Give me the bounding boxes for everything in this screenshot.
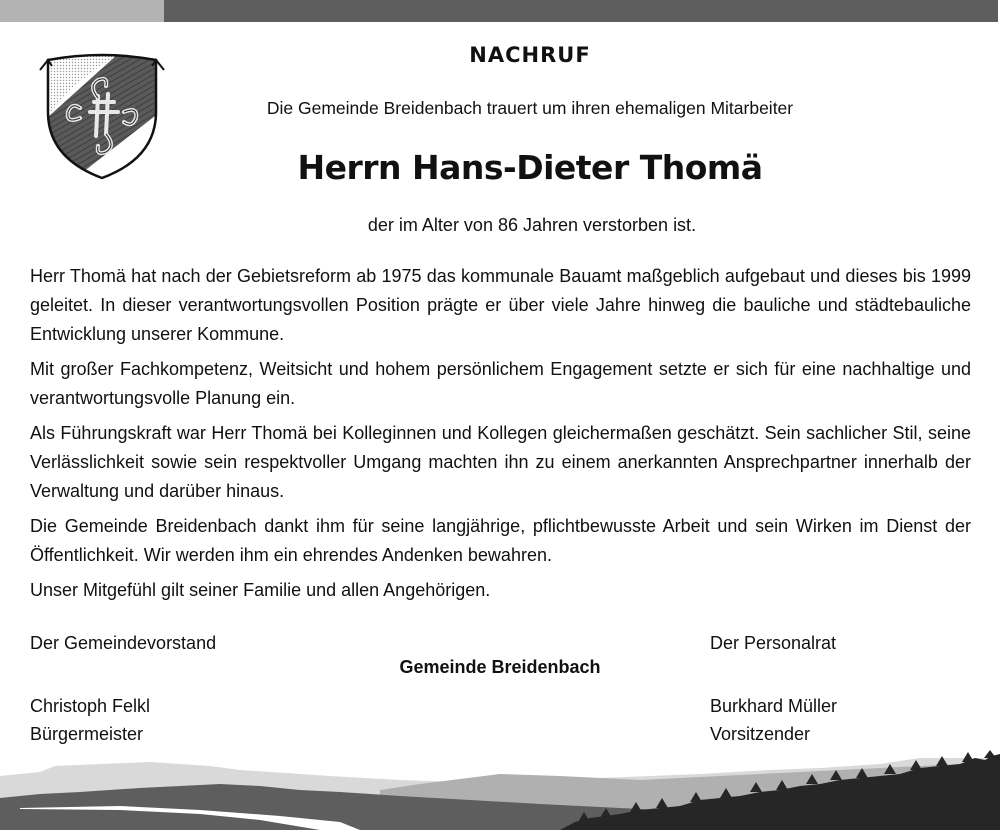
paragraph: Unser Mitgefühl gilt seiner Familie und allen Angehörigen. <box>30 580 491 600</box>
paragraph: Die Gemeinde Breidenbach dankt ihm für seine langjährige, pflichtbewusste Arbeit und sein Wirken im Dienst der Öffentlichkeit. Wir werden ihm ein ehrendes Andenken bewahren. <box>30 516 971 565</box>
paragraph: Als Führungskraft war Herr Thomä bei Kolleginnen und Kollegen gleichermaßen geschätzt. Sein sachlicher Stil, seine Verlässlichkeit sowie sein respektvoller Umgang machten ihn zu einem anerkannten Ansprechpartner innerhalb der Verwaltung und darüber hinaus. <box>30 423 971 501</box>
top-decorative-bar <box>0 0 998 22</box>
page-title: NACHRUF <box>469 43 591 67</box>
paragraph: Mit großer Fachkompetenz, Weitsicht und hohem persönlichem Engagement setzte er sich für eine nachhaltige und verantwortungsvolle Planung ein. <box>30 359 971 408</box>
signature-body: Der Gemeindevorstand <box>30 633 217 653</box>
signature-role: Vorsitzender <box>710 724 811 744</box>
signature-center: Gemeinde Breidenbach <box>399 657 601 677</box>
obituary-body <box>30 262 971 611</box>
paragraph: Herr Thomä hat nach der Gebietsreform ab 1975 das kommunale Bauamt maßgeblich aufgebaut und dieses bis 1999 geleitet. In dieser verantwortungsvollen Position prägte er über viele Jahre hinweg die bauliche und städtebauliche Entwicklung unserer Kommune. <box>30 266 971 344</box>
signature-body: Der Personalrat <box>710 633 837 653</box>
age-line: der im Alter von 86 Jahren verstorben ist. <box>367 215 697 235</box>
signature-role: Bürgermeister <box>30 724 144 744</box>
top-bar-light-segment <box>0 0 164 22</box>
signature-person: Christoph Felkl <box>30 696 151 716</box>
coat-of-arms-icon <box>38 46 166 182</box>
signature-left <box>30 629 216 748</box>
intro-line: Die Gemeinde Breidenbach trauert um ihren ehemaligen Mitarbeiter <box>266 98 794 118</box>
deceased-name: Herrn Hans-Dieter Thomä <box>297 148 763 187</box>
landscape-illustration <box>0 750 1000 830</box>
top-bar-dark-segment <box>164 0 998 22</box>
signature-right <box>710 629 837 748</box>
signature-person: Burkhard Müller <box>710 696 838 716</box>
